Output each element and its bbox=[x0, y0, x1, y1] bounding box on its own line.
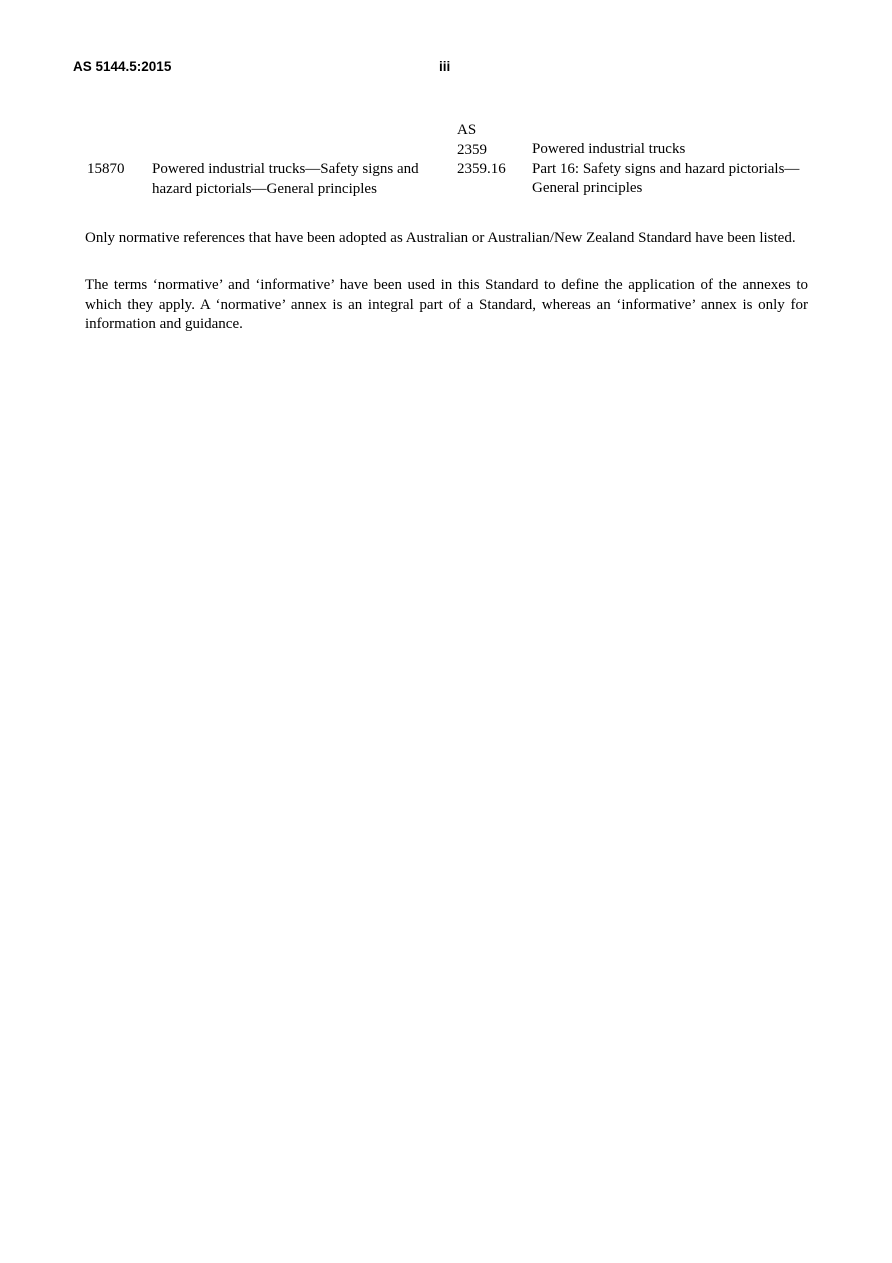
iso-number: 15870 bbox=[87, 161, 125, 177]
standard-id: AS 5144.5:2015 bbox=[73, 59, 172, 74]
as-title bbox=[532, 140, 812, 199]
as-part: 2359.16 bbox=[457, 161, 506, 177]
as-series: 2359 bbox=[457, 141, 487, 158]
as-prefix: AS bbox=[457, 122, 477, 138]
paragraph-normative-references: Only normative references that have been adopted as Australian or Australian/New Zealand Standard have been listed. bbox=[85, 230, 796, 246]
iso-title: Powered industrial trucks—Safety signs and hazard pictorials—General principles bbox=[152, 161, 419, 197]
page-number: iii bbox=[439, 59, 451, 74]
as-number bbox=[457, 121, 527, 180]
as-part-title: Part 16: Safety signs and hazard pictorials—General principles bbox=[532, 160, 800, 196]
as-series-title: Powered industrial trucks bbox=[532, 141, 686, 157]
paragraph-normative-informative: The terms ‘normative’ and ‘informative’ have been used in this Standard to define the application of the annexes to which they apply. A ‘normative’ annex is an integral part of a Standard, whereas an ‘informative’ annex is only for information and guidance. bbox=[85, 277, 808, 332]
